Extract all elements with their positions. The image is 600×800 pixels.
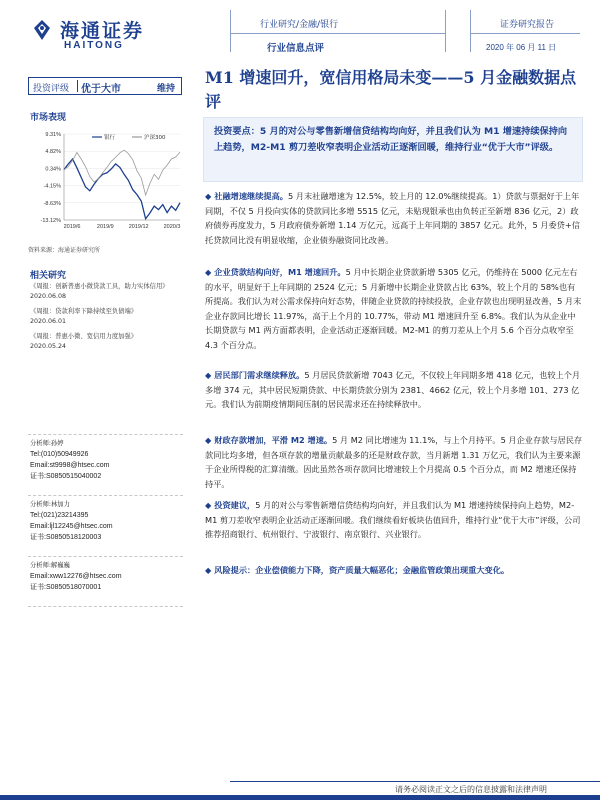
y-tick-label: -8.63% xyxy=(43,200,61,207)
paragraph-heading: 居民部门需求继续释放。 xyxy=(214,370,305,380)
related-title: 相关研究 xyxy=(30,271,67,281)
legend-label: 银行 xyxy=(104,135,116,141)
analyst-block xyxy=(30,560,122,593)
report-kind: 证券研究报告 xyxy=(500,20,555,30)
bullet-icon: ◆ xyxy=(205,500,212,510)
haitong-logo-icon xyxy=(30,18,54,42)
analyst-tel: Tel:(021)23214395 xyxy=(30,512,89,519)
related-item-text: 《周报：普惠小微、宽信用力度加强》 xyxy=(30,333,138,340)
report-date: 2020 年 06 月 11 日 xyxy=(486,43,557,52)
bullet-icon: ◆ xyxy=(205,267,212,277)
analyst-divider xyxy=(28,434,183,435)
rating-divider xyxy=(77,80,78,92)
analyst-cert: 证书:S0850518070001 xyxy=(30,584,102,591)
y-tick-label: 0.34% xyxy=(45,166,61,173)
header-rule xyxy=(230,33,445,34)
rating-box xyxy=(28,77,182,95)
chart-source: 资料来源：海通证券研究所 xyxy=(28,247,101,254)
paragraph-fiscal-deposits xyxy=(205,433,583,491)
analyst-email[interactable]: Email:xww12276@htsec.com xyxy=(30,573,122,580)
footer-rule xyxy=(230,781,600,782)
paragraph-investment-advice xyxy=(205,498,583,542)
market-title: 市场表现 xyxy=(30,113,67,123)
paragraph-body: 5 月的对公与零售新增信贷结构均向好，并且我们认为 M1 增速持续保持向上趋势，M2-M1 剪刀差收窄表明企业活动正逐渐回暖。我们继续看好板块估值回升，维持行业“优于大市”评级，公司推荐招商银行、杭州银行、宁波银行、南京银行、兴业银行。 xyxy=(205,500,581,539)
paragraph-body: 企业偿债能力下降，资产质量大幅恶化；金融监管政策出现重大变化。 xyxy=(255,565,510,575)
related-item[interactable] xyxy=(30,332,185,352)
paragraph-body: 5 月末社融增速为 12.5%，较上月的 12.0%继续提高。1）贷款与票据好于上年同期，不仅 5 月投向实体的贷款同比多增 5515 亿元，未贴现银承也由负转正至新增 836 亿元，2）政府债券再度发力，5 月政府债券新增 1.14 万亿元，远高于上年同期的 3857 亿元。此外，5 月委贷+信托贷款同比没有明显收缩，企业债券融资同比改善。 xyxy=(205,191,580,245)
analyst-block xyxy=(30,438,109,482)
logo-chinese-name: 海通证券 xyxy=(60,20,145,42)
header-divider xyxy=(470,10,471,52)
legend-label: 沪深300 xyxy=(144,135,166,141)
paragraph-heading: 风险提示： xyxy=(214,565,256,575)
rating-value: 优于大市 xyxy=(81,84,121,95)
paragraph-heading: 财政存款增加，平滑 M2 增速。 xyxy=(214,435,333,445)
paragraph-household-demand xyxy=(205,368,583,412)
paragraph-corporate-loans xyxy=(205,265,583,352)
analyst-email[interactable]: Email:ljl12245@htsec.com xyxy=(30,523,113,530)
paragraph-social-financing xyxy=(205,189,583,247)
footer-bar xyxy=(0,795,600,800)
key-points-box: 投资要点：5 月的对公与零售新增信贷结构均向好，并且我们认为 M1 增速持续保持向上趋势，M2-M1 剪刀差收窄表明企业活动正逐渐回暖，维持行业“优于大市”评级。 xyxy=(203,117,583,182)
analyst-block xyxy=(30,499,113,543)
bullet-icon: ◆ xyxy=(205,191,212,201)
header-rule xyxy=(470,33,580,34)
bullet-icon: ◆ xyxy=(205,565,212,575)
y-tick-label: -4.15% xyxy=(43,183,61,190)
report-category: 行业研究/金融/银行 xyxy=(260,20,339,30)
paragraph-heading: 投资建议， xyxy=(214,500,256,510)
analyst-cert: 证书:S0850515040002 xyxy=(30,473,102,480)
y-tick-label: -13.12% xyxy=(40,218,61,224)
related-item-date: 2020.06.01 xyxy=(30,318,67,325)
bullet-icon: ◆ xyxy=(205,435,212,445)
paragraph-risk-warning xyxy=(205,563,583,578)
analyst-tel: Tel:(010)50949926 xyxy=(30,451,89,458)
rating-status: 维持 xyxy=(157,84,176,94)
x-tick-label: 2019/6 xyxy=(63,224,81,230)
series-line-hs300 xyxy=(64,150,180,195)
related-item-date: 2020.06.08 xyxy=(30,293,67,300)
x-tick-label: 2019/9 xyxy=(96,224,114,230)
y-tick-label: 4.82% xyxy=(45,149,61,156)
analyst-name: 分析师:解巍巍 xyxy=(30,562,70,569)
analyst-divider xyxy=(28,606,183,607)
y-tick-label: 9.31% xyxy=(45,132,61,138)
paragraph-heading: 企业贷款结构向好，M1 增速回升。 xyxy=(214,267,346,277)
header-divider xyxy=(230,10,231,52)
report-title: M1 增速回升，宽信用格局未变——5 月金融数据点评 xyxy=(205,68,577,111)
analyst-cert: 证书:S0850518120003 xyxy=(30,534,102,541)
paragraph-body: 5 月 M2 同比增速为 11.1%，与上个月持平。5 月企业存款与居民存款同比均多增，但各项存款的增量贡献最多的还是财政存款，当月新增 1.31 万亿元，我们认为主要来源于企业所得税的汇算清缴。因此虽然各项存款同比增速较上个月提高 0.5 个百分点，而 M2 增速还保持持平。 xyxy=(205,435,583,489)
related-item[interactable] xyxy=(30,282,185,302)
analyst-divider xyxy=(28,556,183,557)
logo-english-name: HAITONG xyxy=(64,40,124,51)
analyst-name: 分析师:孙婷 xyxy=(30,440,64,447)
paragraph-body: 5 月中长期企业贷款新增 5305 亿元，仍维持在 5000 亿元左右的水平，明显好于上年同期的 2524 亿元；5 月新增中长期企业贷款占比 63%，较上个月的 58%也有所提高。我们认为对公需求保持向好态势，伴随企业贷款的持续投放，企业存款也出现明显改善，5 月末企业存款同比增长 11.97%，高于上个月的 10.77%，带动 M1 增速回升至 6.8%。我们认为从企业中长期贷款与 M1 两方面都表明，企业活动正逐渐回暖。M2-M1 的剪刀差从上个月 5.6 个百分点收窄至 4.3 个百分点。 xyxy=(205,267,582,350)
related-item-text: 《周报：贷款利率下降持续至负债端》 xyxy=(30,308,138,315)
paragraph-heading: 社融增速继续提高。 xyxy=(214,191,288,201)
x-tick-label: 2019/12 xyxy=(128,224,149,230)
related-item-text: 《周报：创新普惠小微贷款工具，助力实体信用》 xyxy=(30,283,169,290)
related-item[interactable] xyxy=(30,307,185,327)
series-line-bank xyxy=(64,159,180,219)
report-type: 行业信息点评 xyxy=(267,43,325,54)
header-divider xyxy=(445,10,446,52)
x-tick-label: 2020/3 xyxy=(163,224,181,230)
analyst-email[interactable]: Email:st9998@htsec.com xyxy=(30,462,110,469)
bullet-icon: ◆ xyxy=(205,370,212,380)
market-performance-chart xyxy=(30,128,185,236)
footer-disclaimer: 请务必阅读正文之后的信息披露和法律声明 xyxy=(395,785,547,794)
paragraph-body: 5 月居民贷款新增 7043 亿元，不仅较上年同期多增 418 亿元，也较上个月多增 374 元，其中居民短期贷款、中长期贷款分别为 2381、4662 亿元，较上个月多增 101、273 亿元。我们认为前期疫情期间压制的居民需求还在持续释放中。 xyxy=(205,370,581,409)
related-item-date: 2020.05.24 xyxy=(30,343,67,350)
rating-label: 投资评级 xyxy=(33,84,70,94)
analyst-name: 分析师:林加力 xyxy=(30,501,70,508)
analyst-divider xyxy=(28,495,183,496)
